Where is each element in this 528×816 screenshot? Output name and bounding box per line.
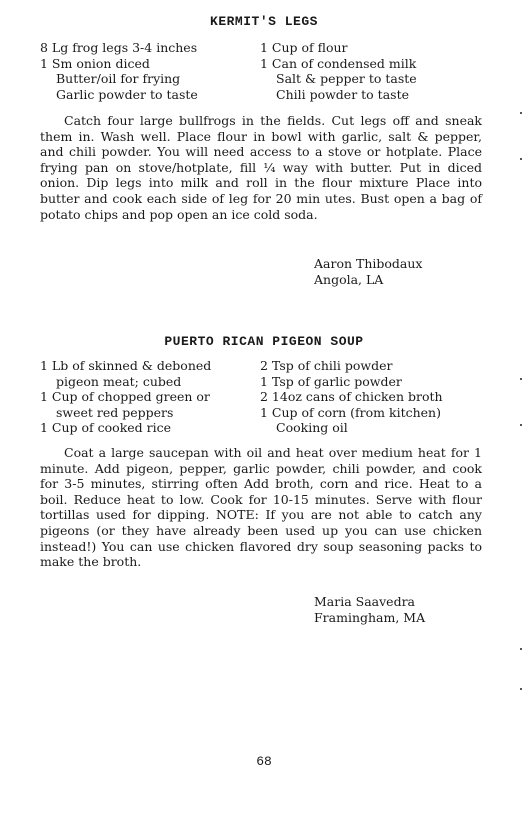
- ingredient-line: pigeon meat; cubed: [56, 373, 182, 389]
- recipe-directions: Coat a large saucepan with oil and heat over medium heat for 1 minute. Add pigeon, pepper, garlic powder, chili powder, and cook for 3-5 minutes, stirring often Add broth, corn and rice. Heat to a boil. Reduce heat to low. Cook for 10-15 minutes. Serve with flour tortillas used for dipping. NOTE: If you are not able to catch any pigeons (or they have already been used up you can use chicken instead!) You can use chicken flavored dry soup seasoning packs to make the broth.: [40, 445, 482, 570]
- ingredient-line: 1 Cup of flour: [260, 40, 348, 55]
- ingredient-line: 2 14oz cans of chicken broth: [260, 389, 443, 404]
- ingredient-line: Garlic powder to taste: [56, 86, 198, 102]
- scan-speck: [520, 158, 522, 160]
- ingredients-right-column: [260, 40, 417, 102]
- recipe-author: Aaron Thibodaux: [314, 256, 423, 271]
- ingredient-line: 8 Lg frog legs 3-4 inches: [40, 40, 198, 55]
- page-number: 68: [256, 754, 272, 769]
- ingredient-line: 1 Sm onion diced: [40, 55, 150, 71]
- ingredients-right-column: [260, 358, 443, 436]
- scan-speck: [520, 688, 522, 690]
- recipe-author: Maria Saavedra: [314, 594, 416, 609]
- ingredient-line: sweet red peppers: [56, 404, 174, 420]
- recipe-location: Framingham, MA: [314, 610, 426, 625]
- scan-speck: [520, 112, 522, 114]
- scan-speck: [520, 378, 522, 380]
- scan-speck: [520, 424, 522, 426]
- scan-speck: [520, 648, 522, 650]
- ingredient-line: Salt & pepper to taste: [276, 71, 417, 86]
- ingredients-left-column: [40, 358, 211, 436]
- ingredients-left-column: [40, 40, 198, 102]
- ingredient-line: Cooking oil: [276, 420, 348, 435]
- recipe-directions: Catch four large bullfrogs in the fields. Cut legs off and sneak them in. Wash well. Place flour in bowl with garlic, salt & pepper, and chili powder. You will need access to a stove or hotplate. Place frying pan on stove/hotplate, fill ¼ way with butter. Put in diced onion. Dip legs into milk and roll in the flour mixture Place into butter and cook each side of leg for 20 min utes. Bust open a bag of potato chips and pop open an ice cold soda.: [40, 113, 482, 222]
- ingredient-line: Chili powder to taste: [276, 86, 409, 102]
- recipe-title: PUERTO RICAN PIGEON SOUP: [164, 334, 364, 349]
- ingredient-line: 1 Cup of corn (from kitchen): [260, 404, 441, 420]
- ingredient-line: 2 Tsp of chili powder: [260, 358, 393, 373]
- ingredient-line: 1 Tsp of garlic powder: [260, 373, 402, 389]
- recipe-location: Angola, LA: [314, 272, 384, 287]
- ingredient-line: 1 Cup of cooked rice: [40, 420, 172, 435]
- ingredient-line: 1 Cup of chopped green or: [40, 389, 210, 404]
- ingredient-line: Butter/oil for frying: [56, 71, 181, 86]
- ingredient-line: 1 Lb of skinned & deboned: [40, 358, 212, 373]
- recipe-title: KERMIT'S LEGS: [210, 14, 318, 29]
- ingredient-line: 1 Can of condensed milk: [260, 55, 417, 71]
